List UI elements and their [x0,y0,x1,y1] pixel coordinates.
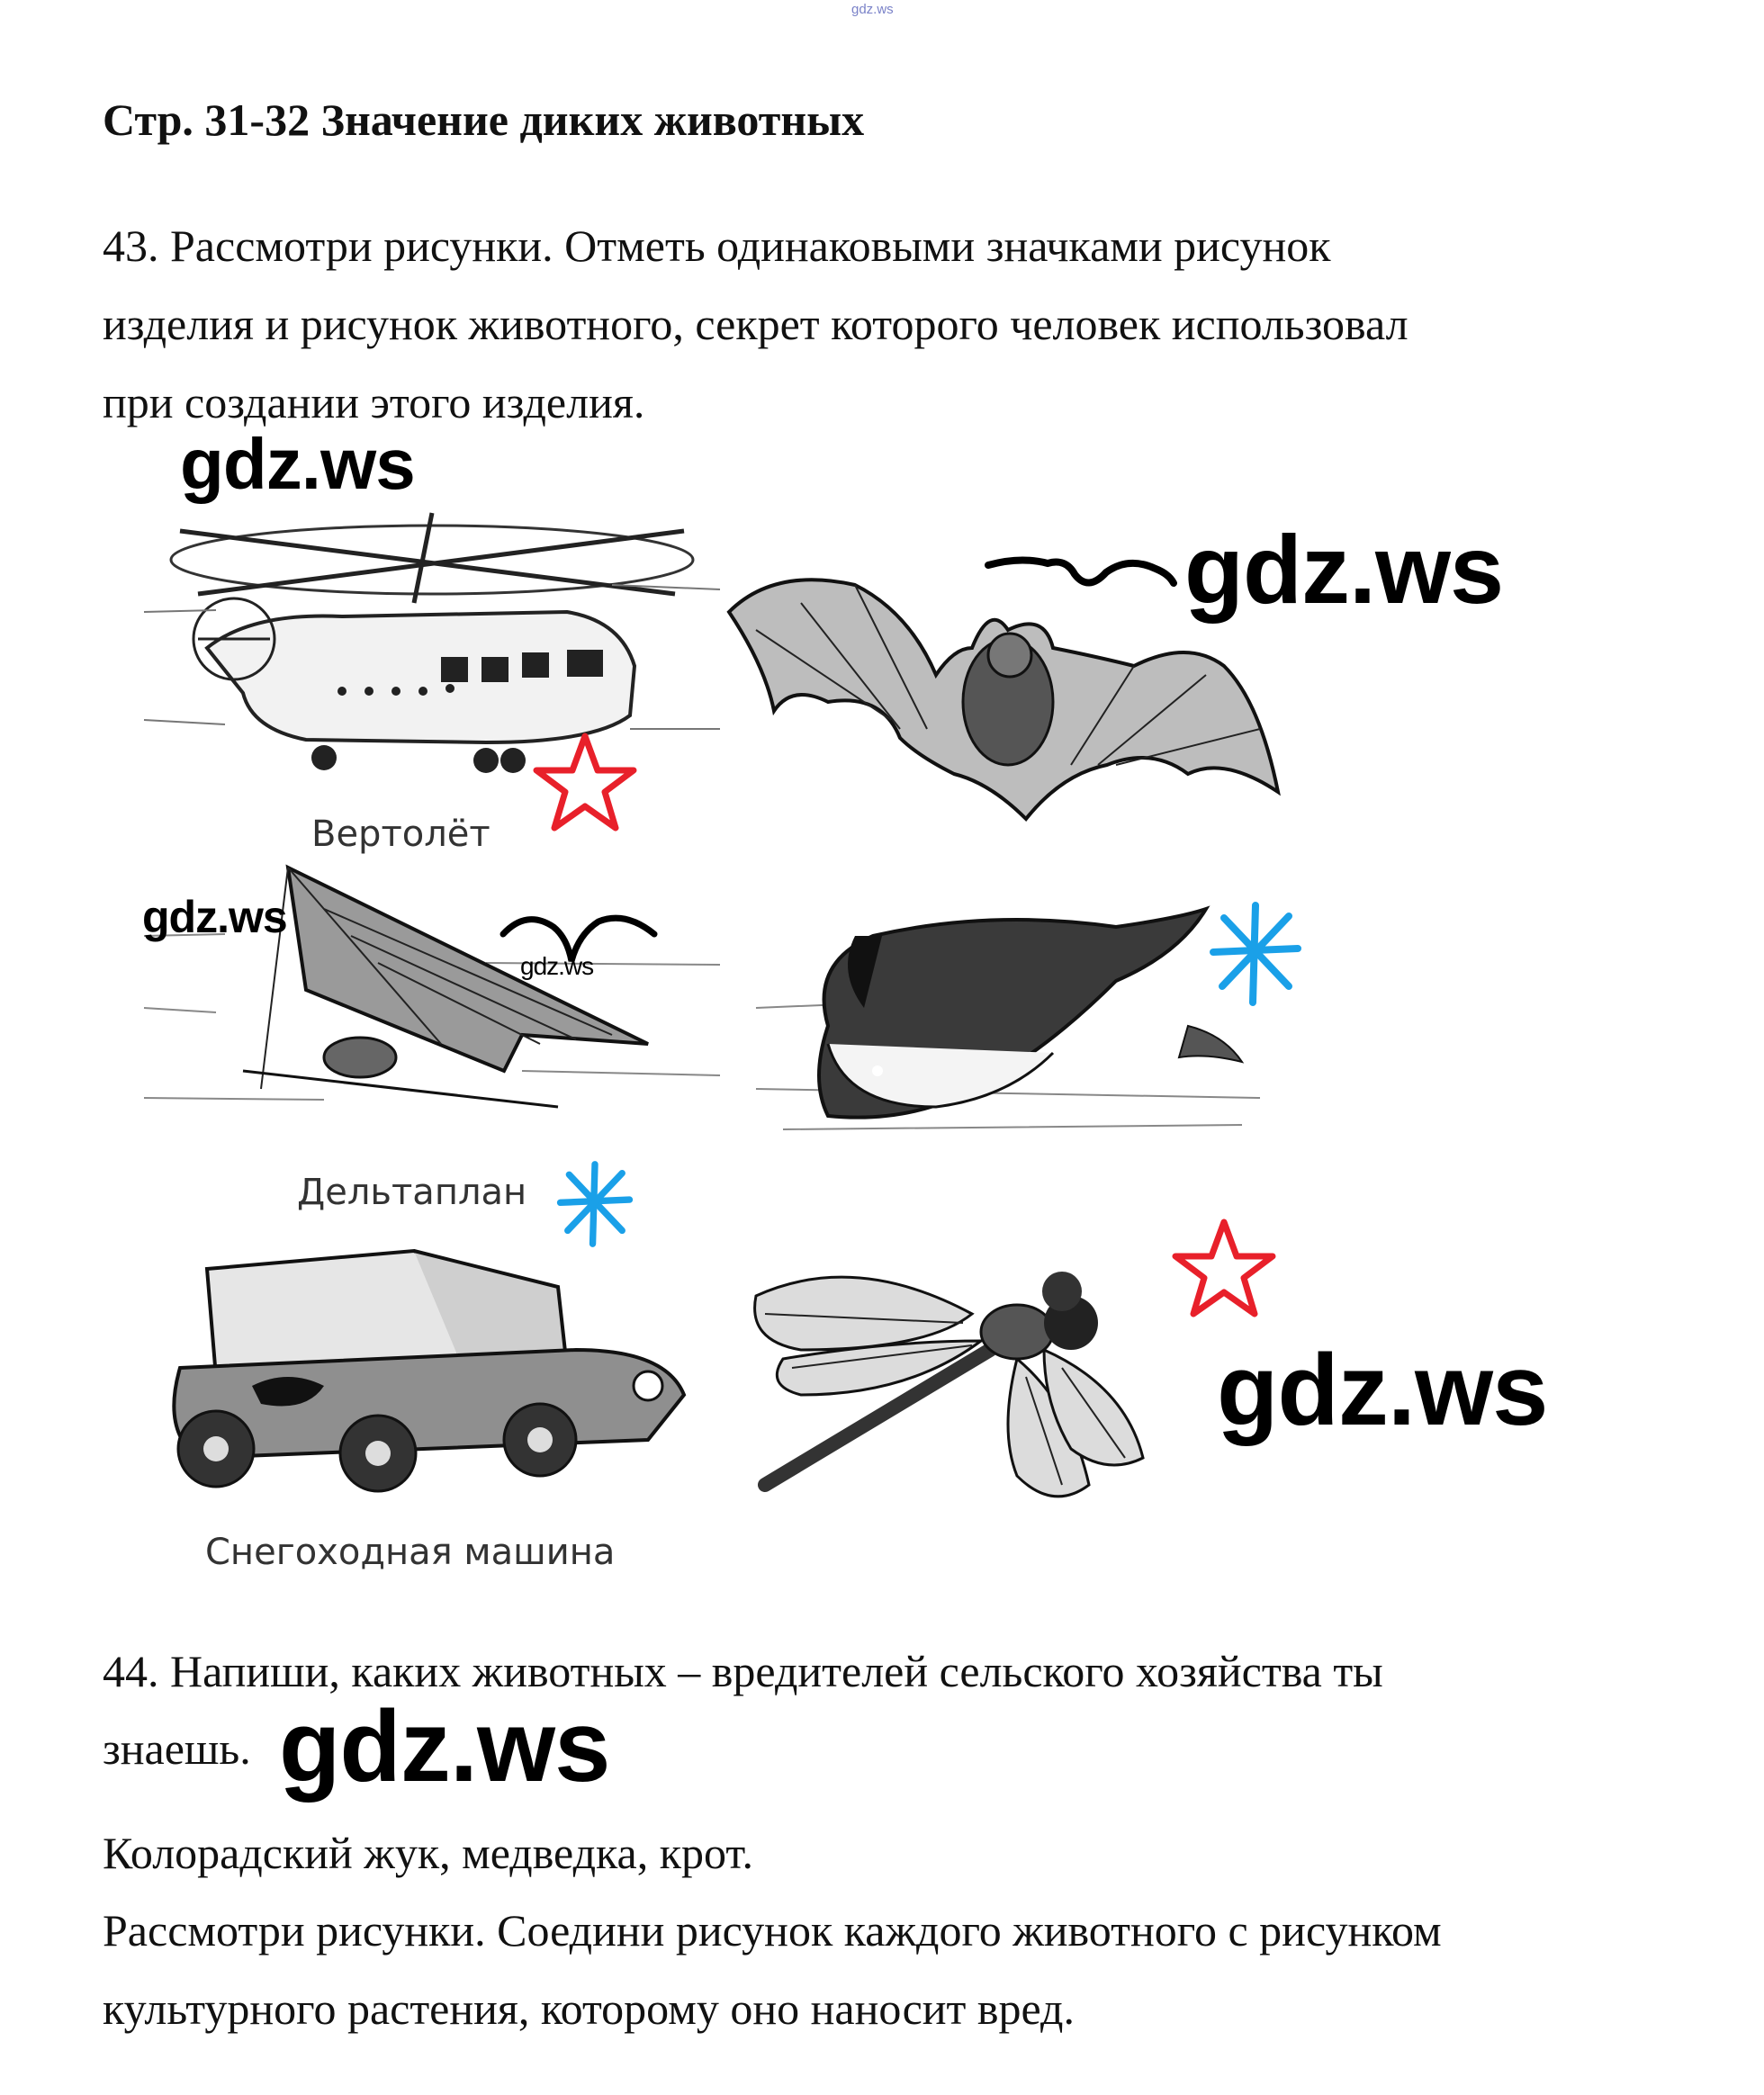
task-43-line: 43. Рассмотри рисунки. Отметь одинаковыми значками рисунок [103,220,1331,271]
watermark: gdz.ws [1184,515,1504,624]
task-43-text [103,207,1408,442]
helicopter-caption: Вертолёт [311,814,490,855]
task-next-text [103,1892,1442,2048]
task-43-line: при создании этого изделия. [103,377,645,427]
blue-asterisk-icon [1206,900,1305,1008]
task-43-line: изделия и рисунок животного, секрет которого человек использовал [103,299,1408,349]
snowmobile-caption: Снегоходная машина [205,1532,616,1573]
watermark: gdz.ws [180,424,415,504]
watermark: gdz.ws [1217,1334,1548,1446]
hang-glider-caption: Дельтаплан [297,1172,527,1213]
task-44-answer: Колорадский жук, медведка, крот. [103,1828,753,1878]
top-watermark: gdz.ws [851,2,894,17]
task-next-line: культурного растения, которому оно наносит вред. [103,1983,1075,2034]
penguin-illustration [756,900,1278,1152]
red-star-icon [1170,1215,1278,1323]
red-star-icon [531,729,639,837]
watermark: gdz.ws [142,892,287,942]
watermark-small: gdz.ws [520,952,594,980]
squiggle-mark-icon [985,538,1192,610]
page-title: Стр. 31-32 Значение диких животных [103,94,865,145]
task-44-question-cont: знаешь. [103,1723,251,1774]
task-44-question: 44. Напиши, каких животных – вредителей сельского хозяйства ты [103,1646,1383,1696]
task-next-line: Рассмотри рисунки. Соедини рисунок каждого животного с рисунком [103,1905,1442,1956]
snowmobile-illustration [144,1233,720,1494]
watermark: gdz.ws [279,1690,610,1803]
